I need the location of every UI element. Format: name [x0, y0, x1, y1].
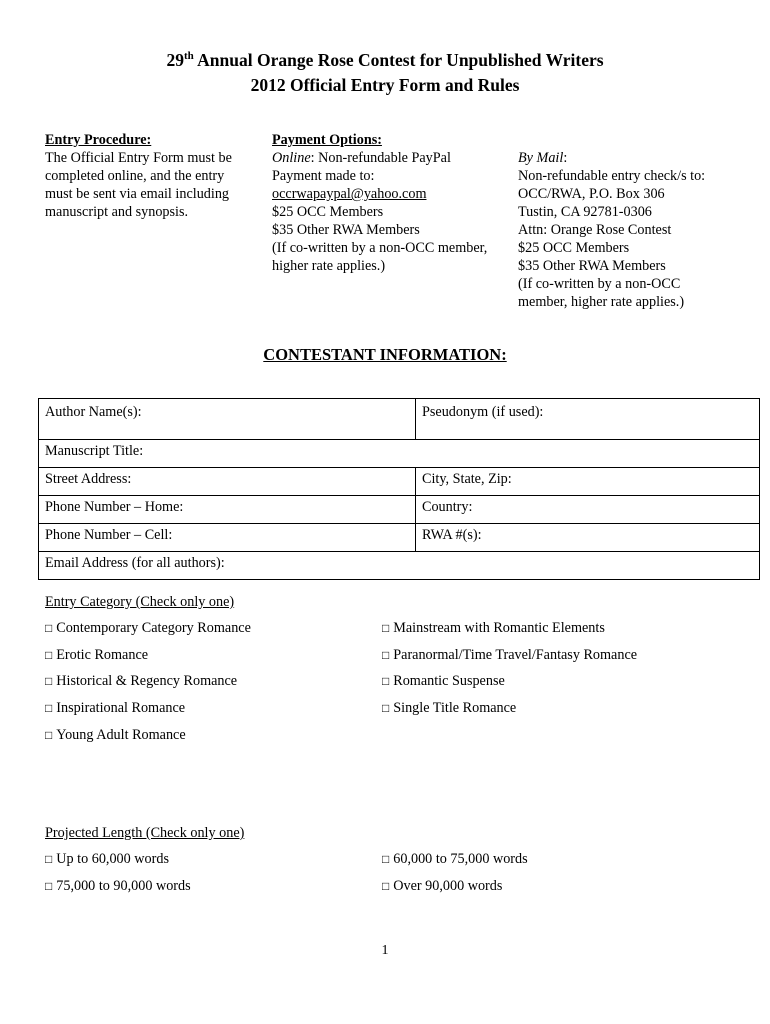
length-option-60k-to-75k[interactable]	[382, 851, 528, 868]
category-option-label: Erotic Romance	[56, 647, 149, 663]
by-mail-line: $25 OCC Members	[518, 240, 630, 256]
by-mail-line: OCC/RWA, P.O. Box 306	[518, 186, 665, 202]
payment-line: $35 Other RWA Members	[272, 222, 420, 238]
by-mail-label: By Mail	[518, 150, 564, 166]
checkbox-icon[interactable]: □	[382, 648, 390, 662]
length-option-label: 60,000 to 75,000 words	[393, 851, 528, 867]
category-option-young-adult[interactable]	[45, 727, 186, 744]
category-option-label: Inspirational Romance	[56, 700, 186, 716]
category-option-inspirational[interactable]	[45, 700, 185, 717]
length-option-label: Over 90,000 words	[393, 878, 503, 894]
by-mail-line: Attn: Orange Rose Contest	[518, 222, 672, 238]
payment-line: Payment made to:	[272, 168, 375, 184]
city-state-zip-field[interactable]: City, State, Zip:	[416, 468, 760, 496]
by-mail-line: $35 Other RWA Members	[518, 258, 666, 274]
checkbox-icon[interactable]: □	[382, 701, 390, 715]
length-option-over-90k[interactable]	[382, 878, 502, 895]
category-option-label: Mainstream with Romantic Elements	[393, 620, 605, 636]
category-option-paranormal[interactable]	[382, 647, 637, 664]
rwa-numbers-field[interactable]: RWA #(s):	[416, 524, 760, 552]
entry-procedure-heading: Entry Procedure:	[45, 132, 152, 148]
category-option-mainstream[interactable]	[382, 620, 605, 637]
by-mail-heading	[518, 149, 705, 167]
entry-procedure-section	[45, 131, 232, 221]
checkbox-icon[interactable]: □	[45, 674, 53, 688]
payment-line: $25 OCC Members	[272, 204, 384, 220]
category-option-label: Romantic Suspense	[393, 673, 505, 689]
entry-procedure-line: must be sent via email including	[45, 186, 230, 202]
phone-cell-field[interactable]: Phone Number – Cell:	[39, 524, 416, 552]
phone-home-field[interactable]: Phone Number – Home:	[39, 496, 416, 524]
payment-line: (If co-written by a non-OCC member,	[272, 240, 488, 256]
by-mail-section	[518, 149, 705, 311]
category-option-single-title[interactable]	[382, 700, 516, 717]
email-address-field[interactable]: Email Address (for all authors):	[39, 552, 760, 580]
manuscript-title-field[interactable]: Manuscript Title:	[39, 440, 760, 468]
contestant-info-table	[38, 398, 760, 580]
length-option-up-to-60k[interactable]	[45, 851, 169, 868]
country-field[interactable]: Country:	[416, 496, 760, 524]
checkbox-icon[interactable]: □	[382, 674, 390, 688]
by-mail-line: Non-refundable entry check/s to:	[518, 168, 706, 184]
length-option-label: 75,000 to 90,000 words	[56, 878, 191, 894]
payment-online-label: Online	[272, 150, 311, 166]
length-option-label: Up to 60,000 words	[56, 851, 169, 867]
pseudonym-field[interactable]: Pseudonym (if used):	[416, 399, 760, 440]
title-ordinal-suffix: th	[183, 50, 194, 62]
category-option-label: Single Title Romance	[393, 700, 517, 716]
by-mail-line: (If co-written by a non-OCC	[518, 276, 681, 292]
category-option-contemporary[interactable]	[45, 620, 251, 637]
page-title-line-2: 2012 Official Entry Form and Rules	[250, 75, 520, 95]
by-mail-line: Tustin, CA 92781-0306	[518, 204, 652, 220]
length-option-75k-to-90k[interactable]	[45, 878, 191, 895]
payment-line: higher rate applies.)	[272, 258, 386, 274]
page-number: 1	[381, 943, 389, 958]
projected-length-heading: Projected Length (Check only one)	[45, 825, 245, 841]
payment-options-heading: Payment Options:	[272, 132, 382, 148]
street-address-field[interactable]: Street Address:	[39, 468, 416, 496]
author-names-field[interactable]: Author Name(s):	[39, 399, 416, 440]
checkbox-icon[interactable]: □	[45, 701, 53, 715]
checkbox-icon[interactable]: □	[45, 621, 53, 635]
category-option-label: Paranormal/Time Travel/Fantasy Romance	[393, 647, 638, 663]
checkbox-icon[interactable]: □	[45, 728, 53, 742]
title-ordinal-number: 29	[166, 50, 184, 70]
payment-online-line	[272, 149, 487, 167]
payment-online-text: : Non-refundable PayPal	[310, 150, 451, 166]
category-option-label: Contemporary Category Romance	[56, 620, 251, 636]
category-option-erotic[interactable]	[45, 647, 148, 664]
by-mail-line: member, higher rate applies.)	[518, 294, 685, 310]
checkbox-icon[interactable]: □	[382, 879, 390, 893]
by-mail-label-suffix: :	[563, 150, 568, 166]
checkbox-icon[interactable]: □	[382, 621, 390, 635]
checkbox-icon[interactable]: □	[45, 852, 53, 866]
page-title-line-1	[0, 49, 770, 71]
entry-category-heading: Entry Category (Check only one)	[45, 594, 235, 610]
category-option-label: Historical & Regency Romance	[56, 673, 238, 689]
entry-procedure-line: completed online, and the entry	[45, 168, 225, 184]
title-line1-text: Annual Orange Rose Contest for Unpublished Writers	[193, 50, 604, 70]
category-option-romantic-suspense[interactable]	[382, 673, 505, 690]
category-option-label: Young Adult Romance	[56, 727, 186, 743]
category-option-historical[interactable]	[45, 673, 237, 690]
checkbox-icon[interactable]: □	[45, 879, 53, 893]
checkbox-icon[interactable]: □	[382, 852, 390, 866]
entry-procedure-line: The Official Entry Form must be	[45, 150, 232, 166]
paypal-email-link[interactable]: occrwapaypal@yahoo.com	[272, 186, 427, 202]
payment-options-section	[272, 131, 487, 275]
checkbox-icon[interactable]: □	[45, 648, 53, 662]
contestant-info-heading: CONTESTANT INFORMATION:	[263, 345, 507, 364]
entry-procedure-line: manuscript and synopsis.	[45, 204, 189, 220]
